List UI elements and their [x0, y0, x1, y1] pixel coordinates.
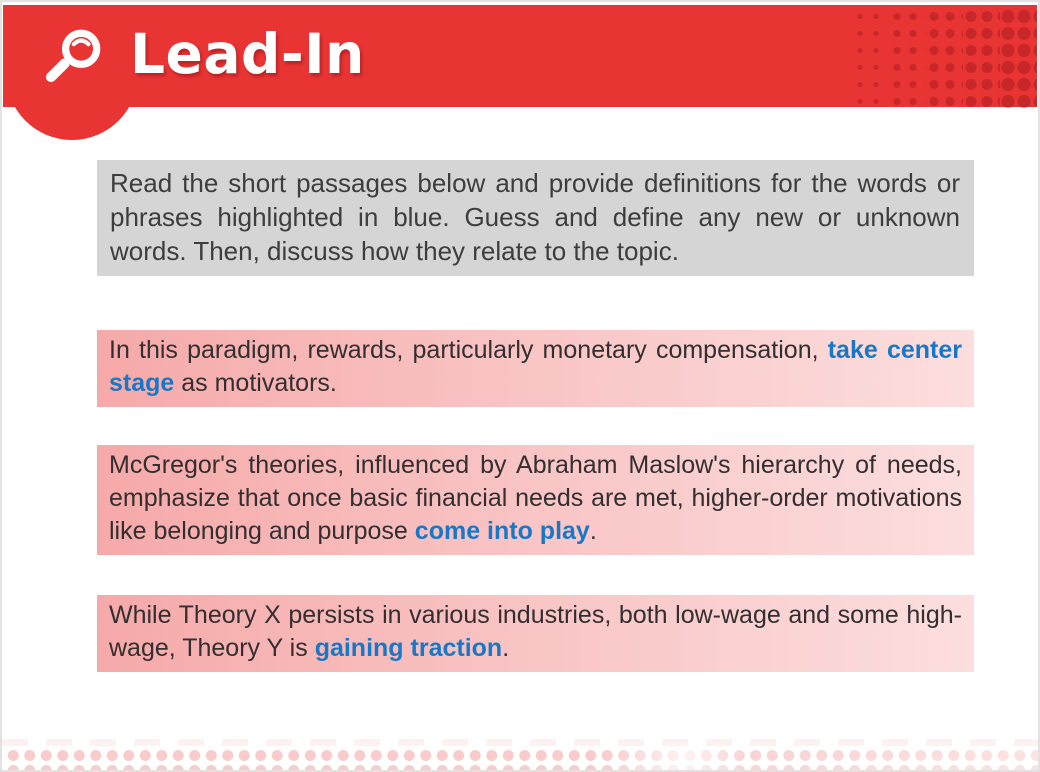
passage-pre: While Theory X persists in various industries, both low-wage and some high-wage, Theory Y is [109, 601, 962, 662]
dot-strip [852, 8, 889, 110]
halftone-dots-bottom [2, 746, 1038, 770]
page-title: Lead-In [130, 21, 365, 86]
passage-pre: McGregor's theories, influenced by Abraham Maslow's hierarchy of needs, emphasize that once basic financial needs are met, higher-order motivations like belonging and purpose [109, 451, 962, 545]
passage-pre: In this paradigm, rewards, particularly monetary compensation, [109, 336, 828, 364]
dot-strip [926, 8, 963, 110]
passage-post: . [589, 517, 597, 545]
passage-card [97, 595, 974, 672]
instructions-box [97, 160, 974, 276]
passage-card [97, 330, 974, 407]
passage-post: as motivators. [174, 369, 337, 397]
instructions-text: Read the short passages below and provide definitions for the words or phrases highlighted in blue. Guess and define any new or unknown words. Then, discuss how they relate to the topic. [110, 168, 960, 266]
passage-highlight: gaining traction [314, 634, 503, 662]
header-content [40, 16, 365, 92]
dot-strip [889, 8, 926, 110]
halftone-waves-bottom [2, 739, 1038, 746]
passage-post: . [502, 634, 510, 662]
passage-card [97, 445, 974, 555]
passage-highlight: take center stage [109, 336, 962, 397]
content-column [97, 160, 974, 672]
dot-strip [1000, 8, 1037, 110]
halftone-dots-top-right [852, 8, 1037, 110]
magnifier-icon [40, 25, 104, 89]
passage-highlight: come into play [414, 517, 590, 545]
dot-strip [963, 8, 1000, 110]
